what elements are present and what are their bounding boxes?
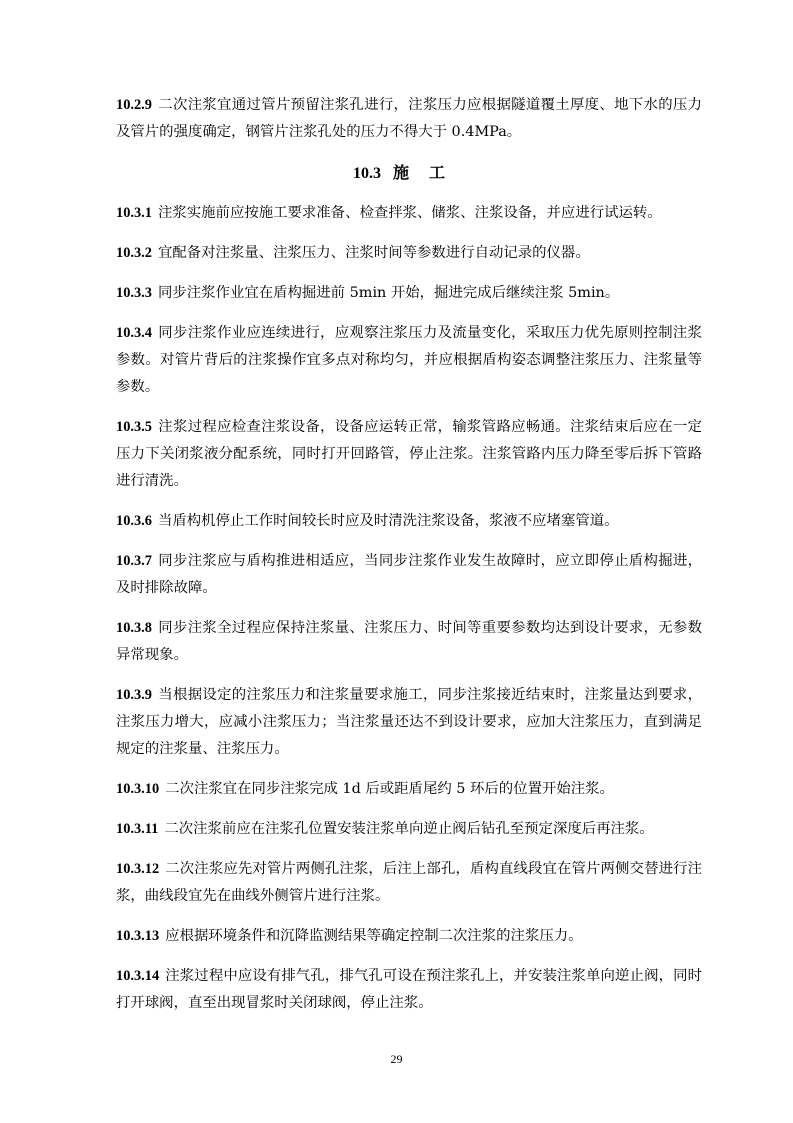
clause-text: 当盾构机停止工作时间较长时应及时清洗注浆设备，浆液不应堵塞管道。 [157, 513, 619, 529]
clause-text: 二次注浆宜在同步注浆完成 1d 后或距盾尾约 5 环后的位置开始注浆。 [165, 781, 614, 797]
clause-10-3-13 [116, 923, 702, 950]
clause-number: 10.3.2 [116, 245, 152, 261]
clause-text: 注浆过程中应设有排气孔，排气孔可设在预注浆孔上，并安装注浆单向逆止阀，同时打开球阀，直至出现冒浆时关闭球阀，停止注浆。 [116, 968, 702, 1011]
clause-text: 当根据设定的注浆压力和注浆量要求施工，同步注浆接近结束时，注浆量达到要求，注浆压力增大，应减小注浆压力；当注浆量还达不到设计要求，应加大注浆压力，直到满足规定的注浆量、注浆压力。 [116, 687, 702, 757]
clause-number: 10.3.10 [116, 781, 160, 797]
clause-text: 同步注浆应与盾构推进相适应，当同步注浆作业发生故障时，应立即停止盾构掘进，及时排除故障。 [116, 553, 702, 596]
clause-number: 10.3.11 [116, 821, 159, 837]
clause-10-3-14 [116, 963, 702, 1017]
clause-number: 10.2.9 [116, 97, 152, 113]
clause-text: 注浆实施前应按施工要求准备、检查拌浆、储浆、注浆设备，并应进行试运转。 [157, 205, 662, 221]
clause-number: 10.3.8 [116, 620, 152, 636]
clause-number: 10.3.13 [116, 928, 160, 944]
clause-10-3-2 [116, 240, 702, 267]
clause-number: 10.3.4 [116, 325, 152, 341]
clause-10-3-10 [116, 776, 702, 803]
clause-number: 10.3.1 [116, 205, 152, 221]
clause-number: 10.3.9 [116, 687, 152, 703]
clause-10-3-7 [116, 548, 702, 602]
clause-text: 应根据环境条件和沉降监测结果等确定控制二次注浆的注浆压力。 [165, 928, 583, 944]
clause-number: 10.3.12 [116, 861, 160, 877]
section-title: 施工 [392, 163, 465, 182]
clause-number: 10.3.7 [116, 553, 152, 569]
clause-text: 宜配备对注浆量、注浆压力、注浆时间等参数进行自动记录的仪器。 [157, 245, 590, 261]
clause-10-3-1 [116, 200, 702, 227]
clause-list [116, 200, 702, 1017]
clause-10-3-11 [116, 816, 702, 843]
clause-number: 10.3.3 [116, 285, 152, 301]
clause-text: 二次注浆应先对管片两侧孔注浆，后注上部孔，盾构直线段宜在管片两侧交替进行注浆，曲线段宜先在曲线外侧管片进行注浆。 [116, 861, 702, 904]
page-number: 29 [390, 1052, 403, 1066]
clause-10-3-3 [116, 280, 702, 307]
clause-10-3-9 [116, 682, 702, 763]
clause-10-3-8 [116, 615, 702, 669]
clause-number: 10.3.14 [116, 968, 160, 984]
clause-text: 同步注浆作业应连续进行，应观察注浆压力及流量变化，采取压力优先原则控制注浆参数。对管片背后的注浆操作宜多点对称均匀，并应根据盾构姿态调整注浆压力、注浆量等参数。 [116, 325, 702, 395]
clause-10-3-5 [116, 414, 702, 495]
clause-text: 同步注浆全过程应保持注浆量、注浆压力、时间等重要参数均达到设计要求，无参数异常现象。 [116, 620, 702, 663]
clause-10-3-12 [116, 856, 702, 910]
section-heading [116, 159, 702, 187]
page-content [116, 92, 702, 1030]
clause-text: 二次注浆宜通过管片预留注浆孔进行，注浆压力应根据隧道覆土厚度、地下水的压力及管片的强度确定，钢管片注浆孔处的压力不得大于 0.4MPa。 [116, 97, 702, 140]
clause-10-2-9 [116, 92, 702, 146]
clause-10-3-4 [116, 320, 702, 401]
section-number: 10.3 [352, 165, 381, 182]
clause-10-3-6 [116, 508, 702, 535]
clause-text: 注浆过程应检查注浆设备，设备应运转正常，输浆管路应畅通。注浆结束后应在一定压力下关闭浆液分配系统，同时打开回路管，停止注浆。注浆管路内压力降至零后拆下管路进行清洗。 [116, 419, 702, 489]
clause-text: 同步注浆作业宜在盾构掘进前 5min 开始，掘进完成后继续注浆 5min。 [157, 285, 620, 301]
clause-number: 10.3.6 [116, 513, 152, 529]
clause-text: 二次注浆前应在注浆孔位置安装注浆单向逆止阀后钻孔至预定深度后再注浆。 [164, 821, 654, 837]
clause-number: 10.3.5 [116, 419, 152, 435]
